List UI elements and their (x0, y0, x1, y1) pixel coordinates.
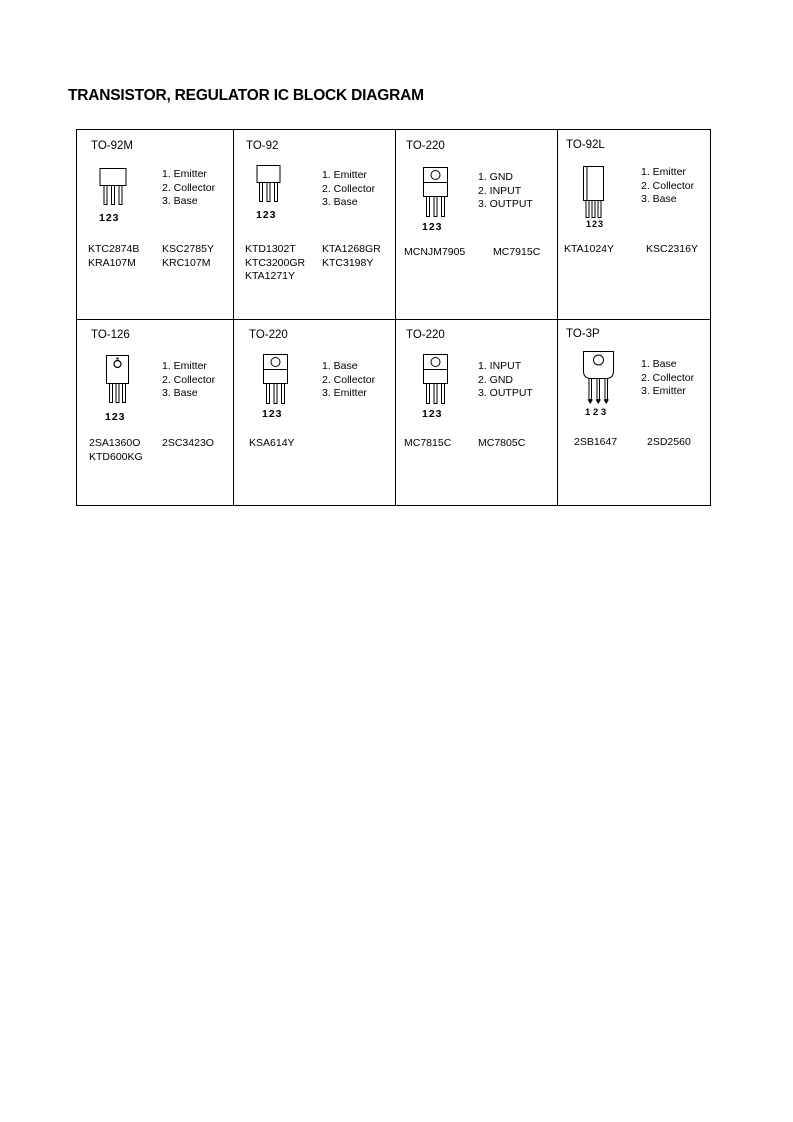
part-list (404, 437, 451, 451)
pin-list (641, 358, 694, 399)
pin-list (478, 360, 533, 401)
pin-label: 2. Collector (641, 371, 695, 384)
pin-label: 1. INPUT (478, 360, 522, 372)
pin-label: 2. GND (478, 373, 514, 386)
pin-label: 2. Collector (322, 373, 376, 386)
pin-numbers: 123 (105, 411, 126, 423)
pin-numbers: 123 (422, 408, 443, 420)
pin-label: 3. Emitter (322, 387, 367, 399)
package-name: TO-92 (246, 140, 279, 152)
part-list (478, 437, 525, 451)
package-name: TO-220 (249, 329, 288, 341)
pin-numbers: 123 (586, 219, 605, 229)
pin-numbers: 1 2 3 (585, 407, 607, 418)
part-list (162, 243, 214, 270)
pin-label: 1. Emitter (641, 166, 686, 178)
part-number: KTC3200GR (245, 256, 306, 269)
package-cell (396, 130, 557, 319)
part-list (88, 243, 139, 270)
part-number: KSC2316Y (646, 243, 698, 255)
to126-package-icon (106, 355, 132, 405)
package-name: TO-126 (91, 329, 130, 341)
to3p-package-icon (583, 351, 617, 407)
to220-package-icon (423, 354, 453, 406)
package-name: TO-220 (406, 329, 445, 341)
part-number: KTC2874B (88, 243, 140, 255)
pin-label: 3. Base (641, 193, 677, 205)
pin-label: 1. GND (478, 171, 514, 183)
part-list (564, 243, 614, 257)
package-cell (234, 130, 395, 319)
pin-label: 3. Emitter (641, 385, 686, 397)
pin-label: 2. Collector (162, 181, 216, 194)
package-name: TO-92M (91, 140, 133, 152)
package-cell (396, 320, 557, 506)
package-grid (76, 129, 711, 506)
part-list (574, 436, 617, 450)
package-cell (558, 320, 711, 506)
part-number: KTD1302T (245, 243, 296, 255)
part-list (322, 243, 381, 270)
to220-package-icon (263, 354, 293, 406)
part-number: MC7805C (478, 437, 526, 449)
pin-label: 3. Base (322, 196, 358, 208)
pin-label: 2. Collector (641, 179, 695, 192)
page-title: TRANSISTOR, REGULATOR IC BLOCK DIAGRAM (68, 87, 424, 104)
pin-list (162, 360, 215, 401)
package-cell (77, 130, 233, 319)
pin-label: 2. INPUT (478, 184, 522, 197)
pin-numbers: 123 (256, 209, 277, 221)
package-cell (558, 130, 711, 319)
to92-package-icon (256, 165, 286, 207)
pin-label: 1. Emitter (322, 169, 367, 181)
part-list (646, 243, 698, 257)
part-list (249, 437, 295, 451)
pin-label: 2. Collector (322, 182, 376, 195)
package-name: TO-92L (566, 139, 605, 151)
part-number: 2SD2560 (647, 436, 691, 448)
pin-label: 3. OUTPUT (478, 387, 533, 399)
part-number: KTA1024Y (564, 243, 615, 255)
part-list (493, 246, 540, 260)
pin-label: 3. OUTPUT (478, 198, 533, 210)
pin-list (478, 171, 533, 212)
pin-numbers: 123 (422, 221, 443, 233)
pin-label: 1. Emitter (162, 168, 207, 180)
package-name: TO-220 (406, 140, 445, 152)
pin-list (322, 169, 375, 210)
pin-numbers: 123 (262, 408, 283, 420)
pin-list (322, 360, 375, 401)
part-number: KRA107M (88, 256, 136, 269)
part-number: KTA1268GR (322, 243, 381, 255)
pin-label: 1. Emitter (162, 360, 207, 372)
part-number: 2SB1647 (574, 436, 618, 448)
pin-list (641, 166, 694, 207)
package-cell (234, 320, 395, 506)
to92m-package-icon (99, 168, 129, 210)
part-list (89, 437, 143, 464)
part-list (647, 436, 691, 450)
part-number: 2SC3423O (162, 437, 214, 449)
part-number: KSC2785Y (162, 243, 214, 255)
pin-label: 1. Base (322, 360, 358, 372)
pin-label: 1. Base (641, 358, 677, 370)
part-list (162, 437, 214, 451)
part-number: KTC3198Y (322, 256, 374, 269)
part-number: KTA1271Y (245, 270, 296, 282)
part-number: MCNJM7905 (404, 246, 466, 258)
part-list (245, 243, 305, 284)
pin-label: 3. Base (162, 387, 198, 399)
package-name: TO-3P (566, 328, 600, 340)
pin-numbers: 123 (99, 212, 120, 224)
package-cell (77, 320, 233, 506)
pin-label: 2. Collector (162, 373, 216, 386)
part-number: MC7815C (404, 437, 452, 449)
part-number: KRC107M (162, 256, 211, 269)
part-list (404, 246, 465, 260)
part-number: KSA614Y (249, 437, 295, 449)
part-number: KTD600KG (89, 450, 143, 463)
to220-package-icon (423, 167, 453, 219)
pin-list (162, 168, 215, 209)
pin-label: 3. Base (162, 195, 198, 207)
part-number: 2SA1360O (89, 437, 141, 449)
to92l-package-icon (583, 166, 611, 220)
part-number: MC7915C (493, 246, 541, 258)
